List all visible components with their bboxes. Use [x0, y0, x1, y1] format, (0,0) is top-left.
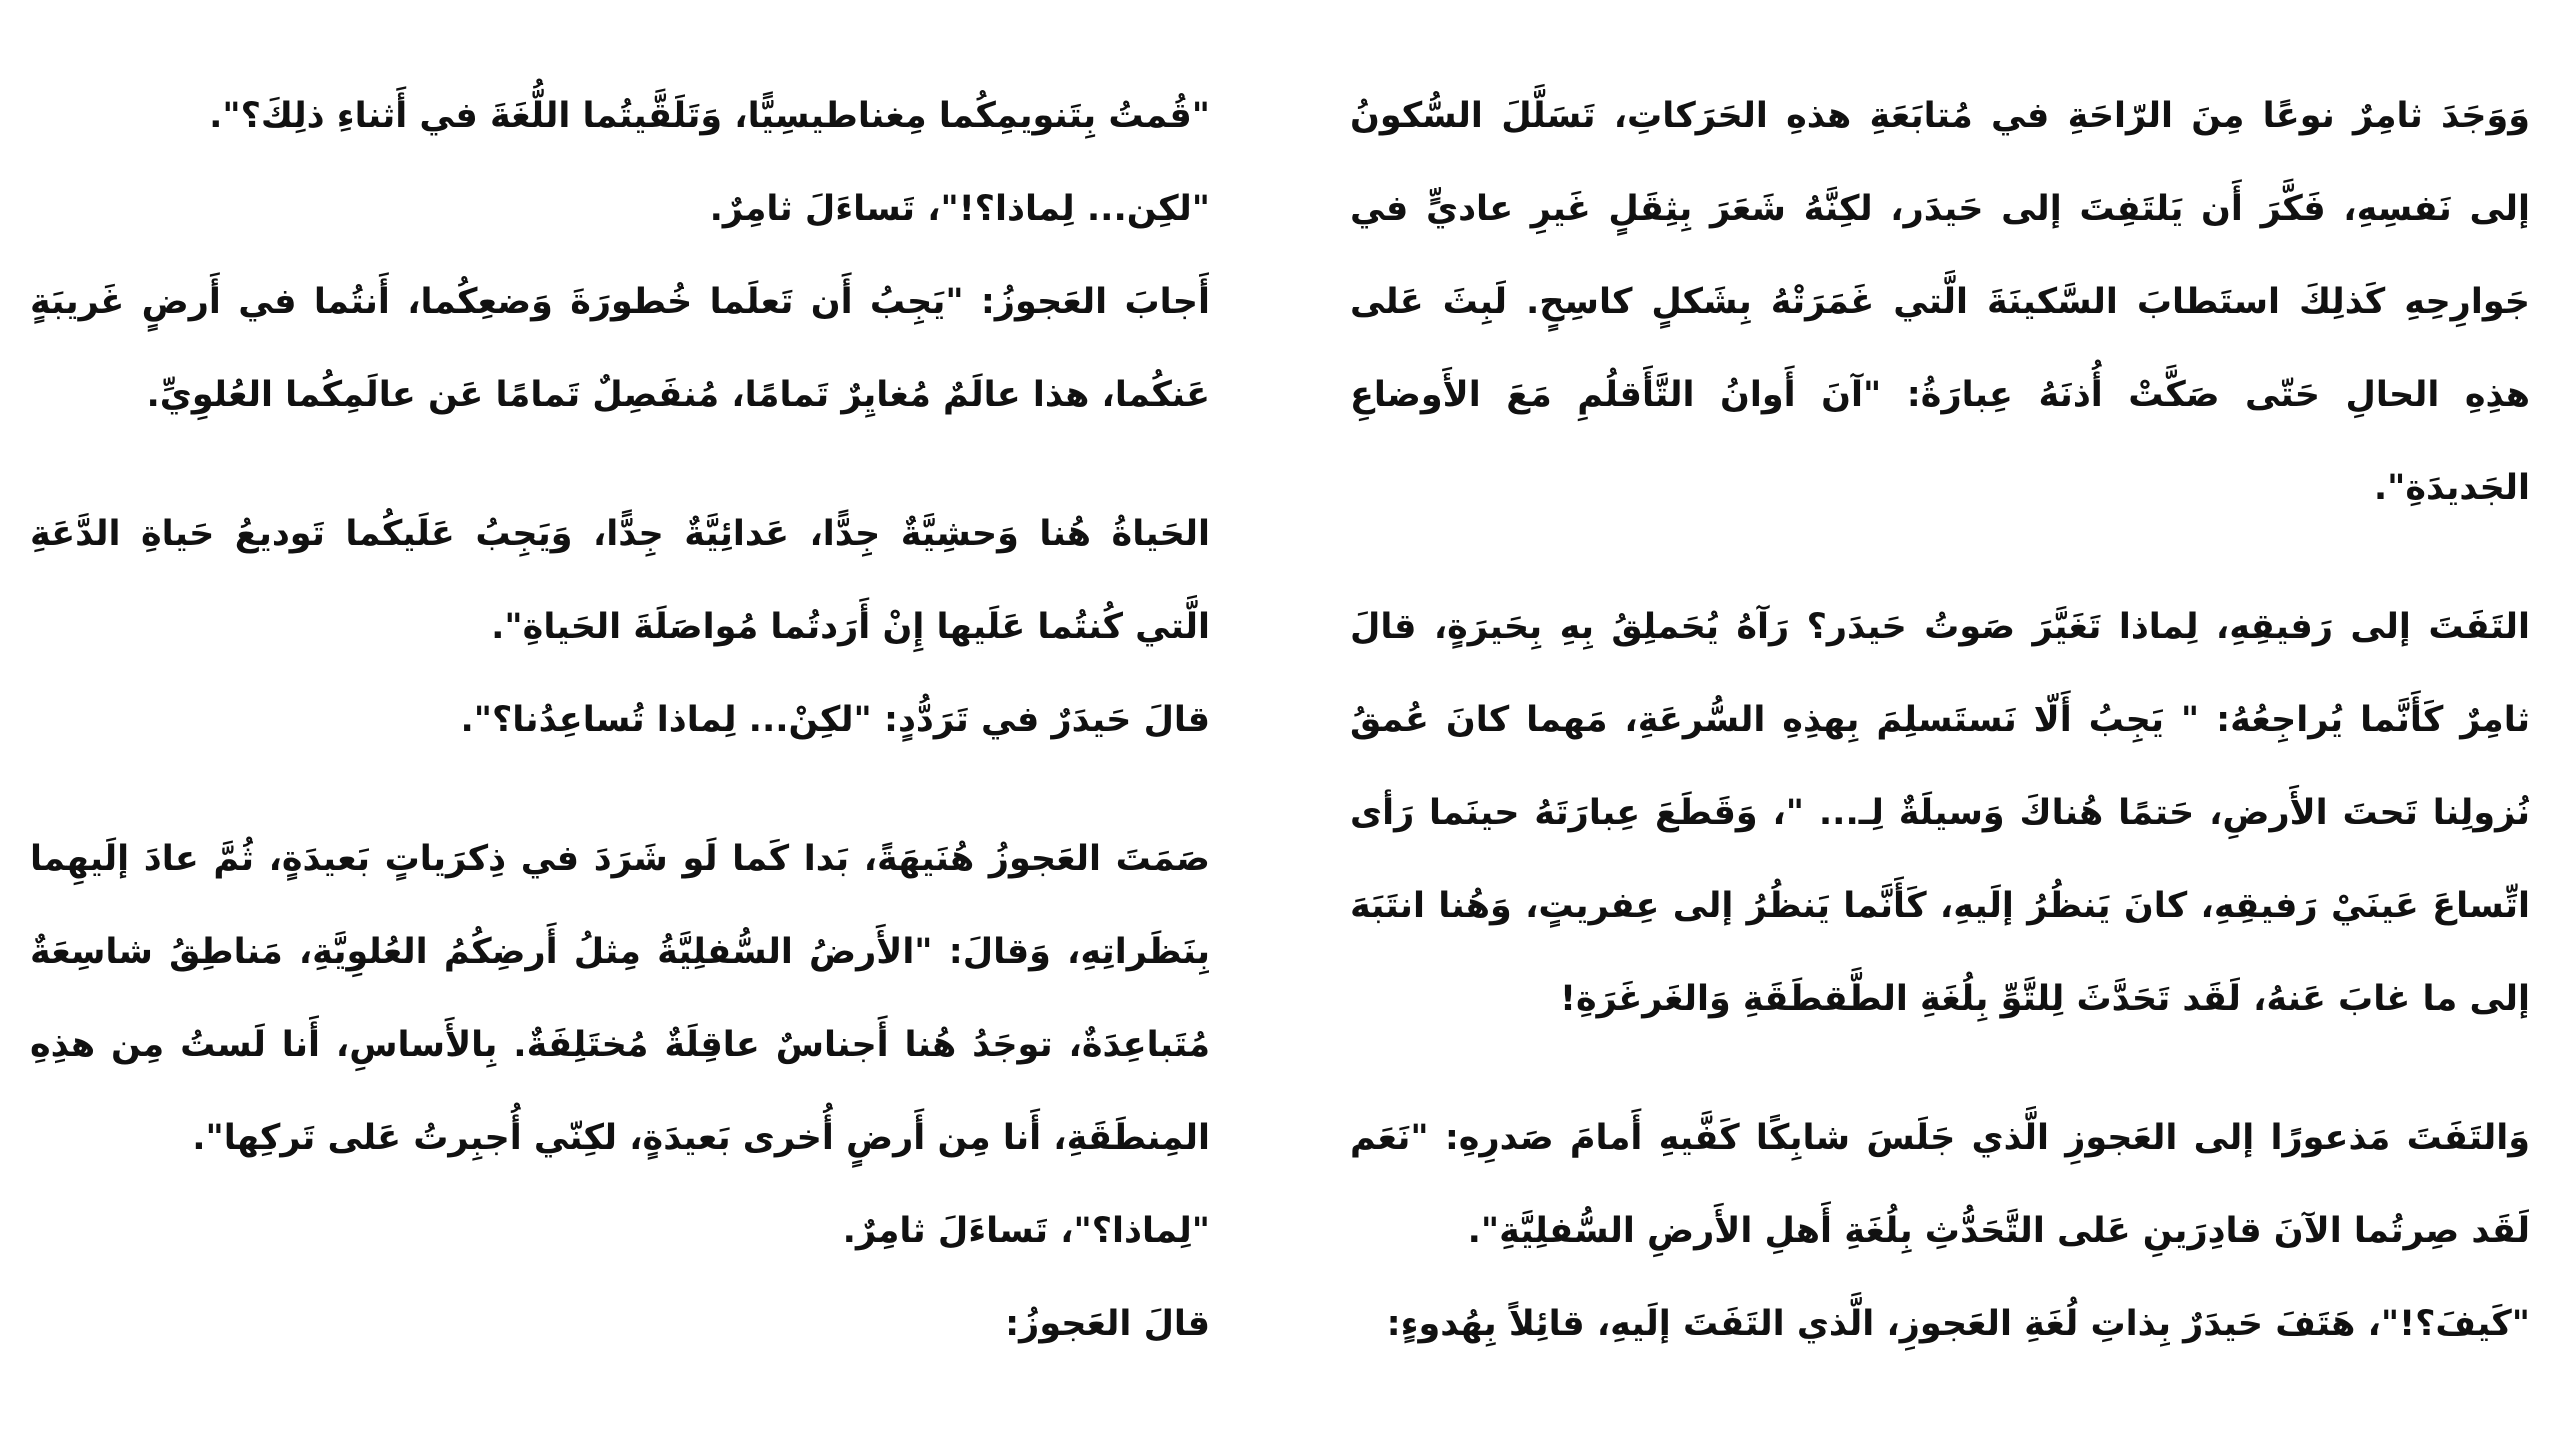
- paragraph: الحَياةُ هُنا وَحشِيَّةٌ جِدًّا، عَدائِيَّةٌ جِدًّا، وَيَجِبُ عَلَيكُما تَوديعُ حَياةِ الدَّعَةِ الَّتي كُنتُما عَلَيها إِنْ أَرَدتُما مُواصَلَةَ الحَياةِ".: [30, 514, 1210, 647]
- paragraph: "لكِن... لِماذا؟!"، تَساءَلَ ثامِرٌ.: [709, 189, 1210, 229]
- paragraph: وَالتَفَتَ مَذعورًا إلى العَجوزِ الَّذي جَلَسَ شابِكًا كَفَّيهِ أَمامَ صَدرِهِ: "نَعَم لَقَد صِرتُما الآنَ قادِرَينِ عَلى التَّحَدُّثِ بِلُغَةِ أَهلِ الأَرضِ السُّفلِيَّةِ".: [1350, 1118, 2530, 1251]
- paragraph: "قُمتُ بِتَنويمِكُما مِغناطيسِيًّا، وَتَلَقَّيتُما اللُّغَةَ في أَثناءِ ذلِكَ؟".: [209, 96, 1210, 136]
- paragraph: "كَيفَ؟!"، هَتَفَ حَيدَرٌ بِذاتِ لُغَةِ العَجوزِ، الَّذي التَفَتَ إلَيهِ، قائِلاً بِهُدوءٍ:: [1386, 1304, 2530, 1344]
- left-page: [30, 70, 1210, 1371]
- paragraph: قالَ حَيدَرٌ في تَرَدُّدٍ: "لكِنْ... لِماذا تُساعِدُنا؟".: [460, 700, 1210, 740]
- paragraph: أَجابَ العَجوزُ: "يَجِبُ أَن تَعلَما خُطورَةَ وَضعِكُما، أَنتُما في أَرضٍ غَريبَةٍ عَنكُما، هذا عالَمٌ مُغايِرٌ تَمامًا، مُنفَصِلٌ تَمامًا عَن عالَمِكُما العُلوِيِّ.: [30, 282, 1210, 415]
- paragraph: "لِماذا؟"، تَساءَلَ ثامِرٌ.: [842, 1211, 1210, 1251]
- paragraph: وَوَجَدَ ثامِرٌ نوعًا مِنَ الرّاحَةِ في مُتابَعَةِ هذهِ الحَرَكاتِ، تَسَلَّلَ السُّكونُ إلى نَفسِهِ، فَكَّرَ أَن يَلتَفِتَ إلى حَيدَر، لكِنَّهُ شَعَرَ بِثِقَلٍ غَيرِ عاديٍّ في جَوارِحِهِ كَذلِكَ استَطابَ السَّكينَةَ الَّتي غَمَرَتْهُ بِشَكلٍ كاسِحٍ. لَبِثَ عَلى هذِهِ الحالِ حَتّى صَكَّتْ أُذنَهُ عِبارَةُ: "آنَ أَوانُ التَّأَقلُمِ مَعَ الأَوضاعِ الجَديدَةِ".: [1350, 96, 2530, 508]
- paragraph: صَمَتَ العَجوزُ هُنَيهَةً، بَدا كَما لَو شَرَدَ في ذِكرَياتٍ بَعيدَةٍ، ثُمَّ عادَ إلَيهِما بِنَظَراتِهِ، وَقالَ: "الأَرضُ السُّفلِيَّةُ مِثلُ أَرضِكُمُ العُلوِيَّةِ، مَناطِقُ شاسِعَةٌ مُتَباعِدَةٌ، توجَدُ هُنا أَجناسٌ عاقِلَةٌ مُختَلِفَةٌ. بِالأَساسِ، أَنا لَستُ مِن هذِهِ المِنطَقَةِ، أَنا مِن أَرضٍ أُخرى بَعيدَةٍ، لكِنّي أُجبِرتُ عَلى تَركِها".: [30, 839, 1210, 1158]
- paragraph: التَفَتَ إلى رَفيقِهِ، لِماذا تَغَيَّرَ صَوتُ حَيدَر؟ رَآهُ يُحَملِقُ بِهِ بِحَيرَةٍ، قالَ ثامِرٌ كَأَنَّما يُراجِعُهُ: " يَجِبُ أَلّا نَستَسلِمَ بِهذِهِ السُّرعَةِ، مَهما كانَ عُمقُ نُزولِنا تَحتَ الأَرضِ، حَتمًا هُناكَ وَسيلَةٌ لِـ... "، وَقَطَعَ عِبارَتَهُ حينَما رَأى اتِّساعَ عَينَيْ رَفيقِهِ، كانَ يَنظُرُ إلَيهِ، كَأَنَّما يَنظُرُ إلى عِفريتٍ، وَهُنا انتَبَهَ إلى ما غابَ عَنهُ، لَقَد تَحَدَّثَ لِلتَّوِّ بِلُغَةِ الطَّقطَقَةِ وَالغَرغَرَةِ!: [1350, 607, 2530, 1019]
- paragraph: قالَ العَجوزُ:: [1005, 1304, 1210, 1344]
- right-page: [1350, 70, 2530, 1371]
